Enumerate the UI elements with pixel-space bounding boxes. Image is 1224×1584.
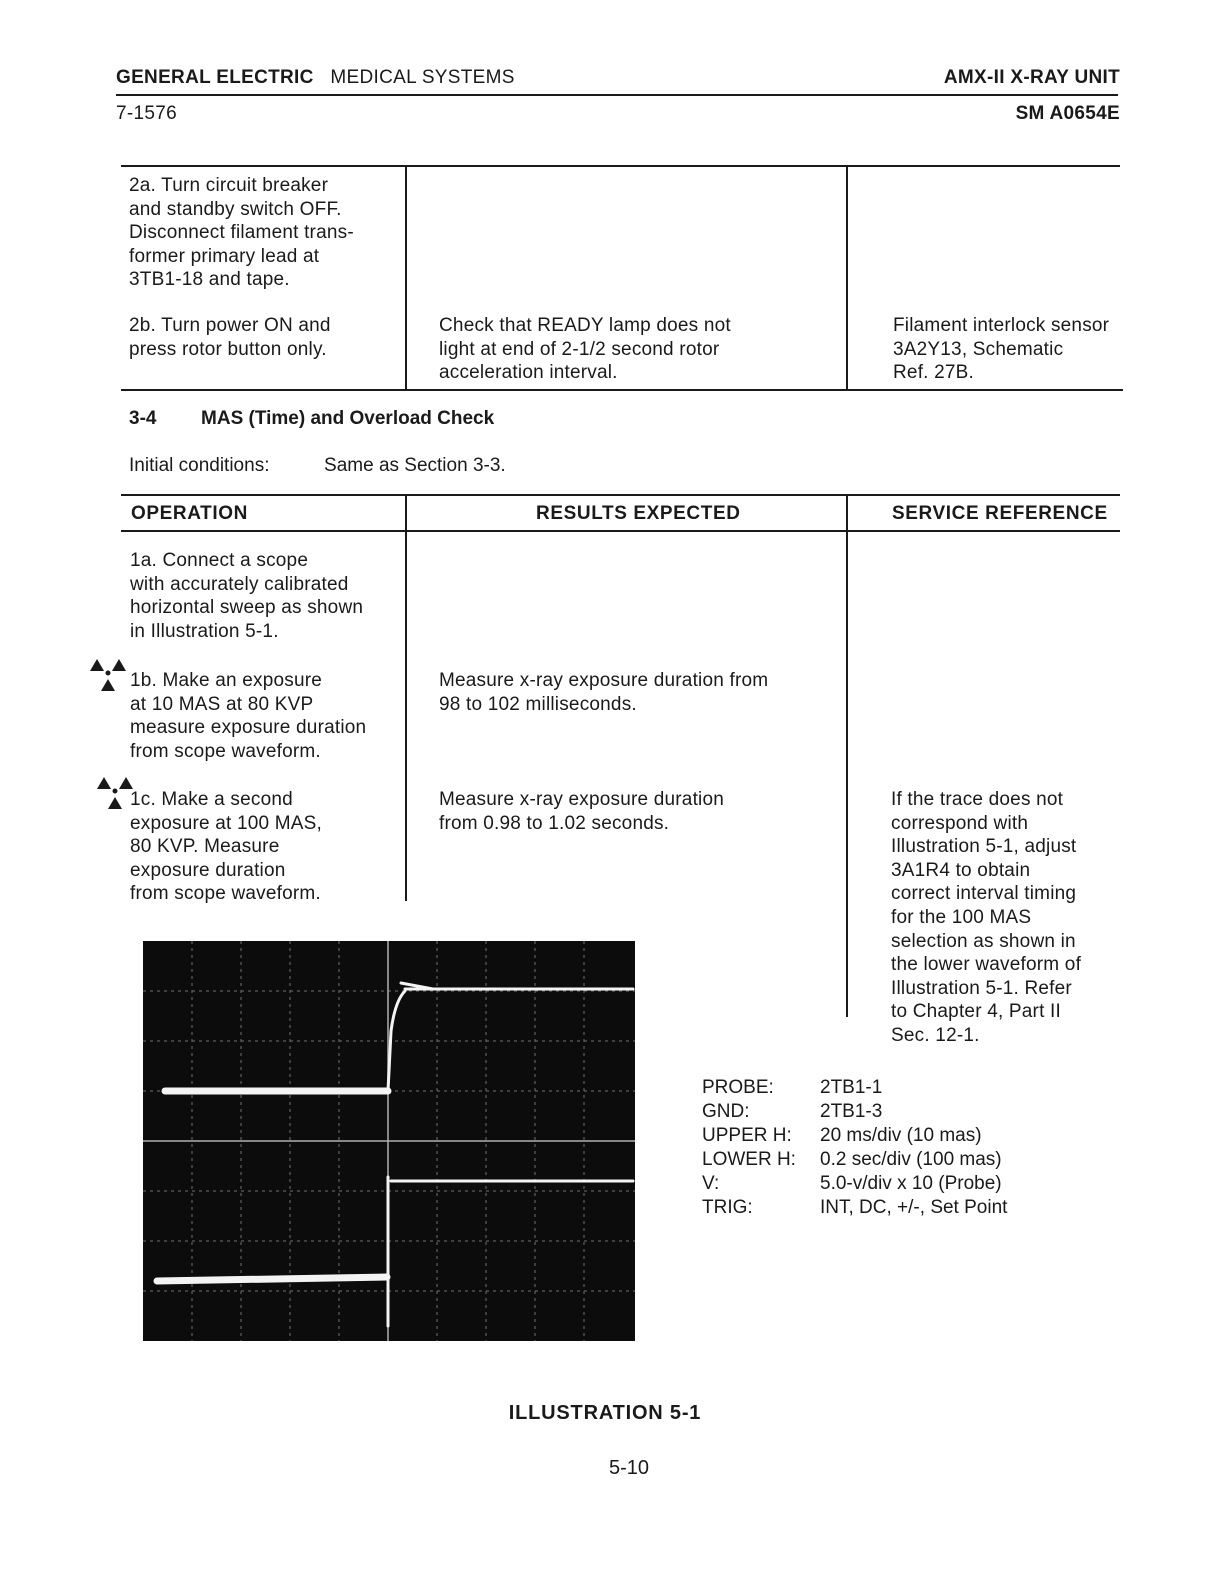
scope-setting-label: V: (702, 1173, 720, 1194)
section-heading (129, 408, 494, 430)
lower-table-divider-2 (846, 495, 848, 1017)
scope-setting-label: TRIG: (702, 1197, 753, 1218)
upper-row-2b-results: Check that READY lamp does not light at end of 2-1/2 second rotor acceleration interval. (439, 315, 731, 384)
lower-row-1c-results: Measure x-ray exposure duration from 0.98 to 1.02 seconds. (439, 789, 725, 834)
scope-setting-upper-h (702, 1125, 982, 1147)
scope-setting-label: GND: (702, 1101, 750, 1122)
scope-setting-trig (702, 1197, 1007, 1219)
scope-setting-label: LOWER H: (702, 1149, 796, 1170)
scope-setting-value: 20 ms/div (10 mas) (820, 1125, 982, 1146)
scope-setting-value: 5.0-v/div x 10 (Probe) (820, 1173, 1002, 1194)
column-header-results: RESULTS EXPECTED (536, 503, 741, 524)
header-company: GENERAL ELECTRIC (116, 67, 314, 88)
section-number: 3-4 (129, 408, 157, 429)
scope-setting-value: INT, DC, +/-, Set Point (820, 1197, 1008, 1218)
radiation-warning-icon (95, 775, 135, 809)
initial-conditions-value: Same as Section 3-3. (324, 455, 506, 476)
lower-table-top-rule (121, 494, 1120, 496)
radiation-warning-icon (88, 657, 128, 691)
scope-setting-value: 2TB1-3 (820, 1101, 883, 1122)
header-division: MEDICAL SYSTEMS (330, 67, 515, 88)
scope-setting-gnd (702, 1101, 882, 1123)
header-doc-number: 7-1576 (116, 103, 177, 124)
upper-row-2b-reference: Filament interlock sensor 3A2Y13, Schematic Ref. 27B. (893, 315, 1110, 384)
scope-setting-lower-h (702, 1149, 1002, 1171)
header-manual-code: SM A0654E (1015, 103, 1120, 124)
initial-conditions-label: Initial conditions: (129, 455, 270, 476)
initial-conditions (129, 455, 506, 477)
scope-setting-value: 2TB1-1 (820, 1077, 883, 1098)
upper-table-bottom-rule (121, 389, 1123, 391)
upper-row-2b-operation: 2b. Turn power ON and press rotor button only. (129, 315, 331, 360)
section-title: MAS (Time) and Overload Check (201, 408, 495, 429)
lower-row-1b-results: Measure x-ray exposure duration from 98 to 102 milliseconds. (439, 670, 769, 715)
upper-row-2a-operation: 2a. Turn circuit breaker and standby switch OFF. Disconnect filament trans- former primary lead at 3TB1-18 and tape. (129, 175, 354, 291)
column-header-operation: OPERATION (131, 503, 248, 524)
illustration-caption: ILLUSTRATION 5-1 (508, 1402, 702, 1424)
upper-table-divider-2 (846, 166, 848, 390)
oscilloscope-waveform-photo (143, 941, 635, 1341)
lower-row-1a-operation: 1a. Connect a scope with accurately calibrated horizontal sweep as shown in Illustration 5-1. (130, 550, 364, 642)
page-number: 5-10 (608, 1457, 650, 1479)
scope-setting-label: PROBE: (702, 1077, 774, 1098)
header-product: AMX-II X-RAY UNIT (943, 67, 1120, 88)
upper-table-divider-1 (405, 166, 407, 390)
column-header-reference: SERVICE REFERENCE (892, 503, 1108, 524)
header-rule (116, 94, 1118, 96)
scope-setting-v (702, 1173, 1002, 1195)
scope-setting-label: UPPER H: (702, 1125, 792, 1146)
scope-setting-probe (702, 1077, 882, 1099)
scope-setting-value: 0.2 sec/div (100 mas) (820, 1149, 1002, 1170)
lower-row-1c-reference: If the trace does not correspond with Illustration 5-1, adjust 3A1R4 to obtain correct interval timing for the 100 MAS selection as shown in the lower waveform of Illustration 5-1. Refer to Chapter 4, Part II Sec. 12-1. (891, 789, 1082, 1046)
lower-table-divider-1 (405, 495, 407, 901)
lower-row-1c-operation: 1c. Make a second exposure at 100 MAS, 80 KVP. Measure exposure duration from scope waveform. (130, 789, 322, 905)
upper-table-top-rule (121, 165, 1120, 167)
lower-table-header-rule (121, 530, 1120, 532)
lower-row-1b-operation: 1b. Make an exposure at 10 MAS at 80 KVP measure exposure duration from scope waveform. (130, 670, 367, 762)
header-company-line (116, 67, 515, 89)
